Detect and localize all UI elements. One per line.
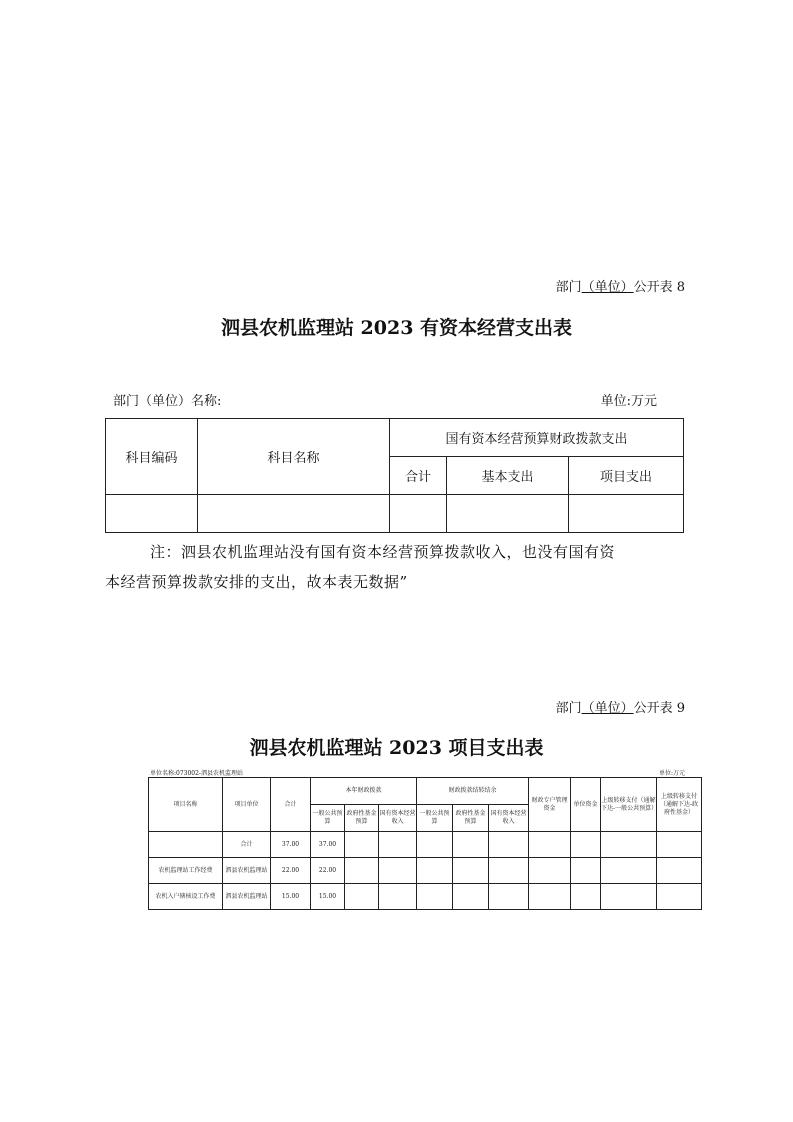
header-total: 合计 <box>390 457 447 495</box>
table-cell <box>601 858 657 884</box>
form-tag-unit: （单位） <box>581 280 634 295</box>
header-general-2: 一般公共预算 <box>417 805 453 832</box>
table-row <box>149 884 702 910</box>
header-current-year: 本年财政拨款 <box>311 778 417 805</box>
table-cell <box>601 832 657 858</box>
table-cell <box>489 884 529 910</box>
table-cell <box>529 832 571 858</box>
cell-total: 15.00 <box>271 884 311 910</box>
dept-label-9: 单位名称:073002-泗县农机监理站 <box>150 770 243 777</box>
note-line-2: 本经营预算拨款安排的支出，故本表无数据” <box>105 573 408 591</box>
unit-label-8: 单位:万元 <box>600 394 657 409</box>
table-cell <box>571 858 601 884</box>
expense-table-8 <box>105 418 684 533</box>
project-expense-table-9 <box>148 777 702 910</box>
table-cell <box>569 495 684 533</box>
form-tag-suffix: 公开表 9 <box>633 701 685 716</box>
table-cell <box>529 858 571 884</box>
dept-label-8: 部门（单位）名称: <box>113 394 222 409</box>
form-tag-prefix: 部门 <box>555 280 582 295</box>
cell-unit: 泗县农机监理站 <box>223 884 271 910</box>
form-tag-prefix: 部门 <box>555 701 582 716</box>
table-cell <box>345 884 379 910</box>
table-cell <box>601 884 657 910</box>
header-project-name: 项目名称 <box>149 778 223 832</box>
header-name: 科目名称 <box>198 419 390 495</box>
header-group: 国有资本经营预算财政拨款支出 <box>390 419 684 457</box>
header-total: 合计 <box>271 778 311 832</box>
header-project: 项目支出 <box>569 457 684 495</box>
table-cell <box>529 884 571 910</box>
table-cell <box>379 884 417 910</box>
cell-total: 22.00 <box>271 858 311 884</box>
cell-name: 农机监理站工作经费 <box>149 858 223 884</box>
cell-total: 37.00 <box>271 832 311 858</box>
form-tag-8 <box>556 276 685 295</box>
header-transfer-fund: 上级转移支付（通解下达-政府性基金） <box>657 778 702 832</box>
cell-unit: 合计 <box>223 832 271 858</box>
header-state-capital-2: 国有资本经营收入 <box>489 805 529 832</box>
table-cell <box>453 858 489 884</box>
table-cell <box>417 832 453 858</box>
table-cell <box>571 832 601 858</box>
cell-general: 37.00 <box>311 832 345 858</box>
table-cell <box>417 858 453 884</box>
header-state-capital-1: 国有资本经营收入 <box>379 805 417 832</box>
table-cell <box>106 495 198 533</box>
note-paragraph <box>105 537 705 597</box>
table-cell <box>198 495 390 533</box>
table-cell <box>489 832 529 858</box>
cell-name <box>149 832 223 858</box>
table-row <box>106 495 684 533</box>
header-carryover: 财政拨款结转结余 <box>417 778 529 805</box>
table-cell <box>571 884 601 910</box>
form-tag-unit: （单位） <box>581 701 634 716</box>
table-cell <box>489 858 529 884</box>
table-cell <box>345 858 379 884</box>
form-tag-suffix: 公开表 8 <box>633 280 685 295</box>
cell-general: 22.00 <box>311 858 345 884</box>
cell-name: 农机入户辖核设工作费 <box>149 884 223 910</box>
table-row <box>149 832 702 858</box>
table-cell <box>379 858 417 884</box>
header-general-1: 一般公共预算 <box>311 805 345 832</box>
header-project-unit: 项目单位 <box>223 778 271 832</box>
table-cell <box>345 832 379 858</box>
cell-unit: 泗县农机监理站 <box>223 858 271 884</box>
table-cell <box>453 832 489 858</box>
form-tag-9 <box>556 697 685 716</box>
table-cell <box>417 884 453 910</box>
header-basic: 基本支出 <box>447 457 569 495</box>
header-gov-fund-1: 政府性基金预算 <box>345 805 379 832</box>
table-cell <box>379 832 417 858</box>
note-line-1: 注：泗县农机监理站没有国有资本经营预算拨款收入，也没有国有资 <box>150 543 616 561</box>
table-cell <box>657 832 702 858</box>
table-cell <box>657 884 702 910</box>
page-title-8: 泗县农机监理站 2023 有资本经营支出表 <box>220 317 573 339</box>
table-cell <box>390 495 447 533</box>
page-title-9: 泗县农机监理站 2023 项目支出表 <box>249 737 544 759</box>
unit-label-9: 单位:万元 <box>658 770 685 777</box>
header-transfer-general: 上级转移支付（通解下达-一般公共预算） <box>601 778 657 832</box>
header-unit-funds: 单位资金 <box>571 778 601 832</box>
header-special-account: 财政专户管理资金 <box>529 778 571 832</box>
header-code: 科目编码 <box>106 419 198 495</box>
header-gov-fund-2: 政府性基金预算 <box>453 805 489 832</box>
cell-general: 15.00 <box>311 884 345 910</box>
table-cell <box>453 884 489 910</box>
table-cell <box>447 495 569 533</box>
table-cell <box>657 858 702 884</box>
table-row <box>149 858 702 884</box>
